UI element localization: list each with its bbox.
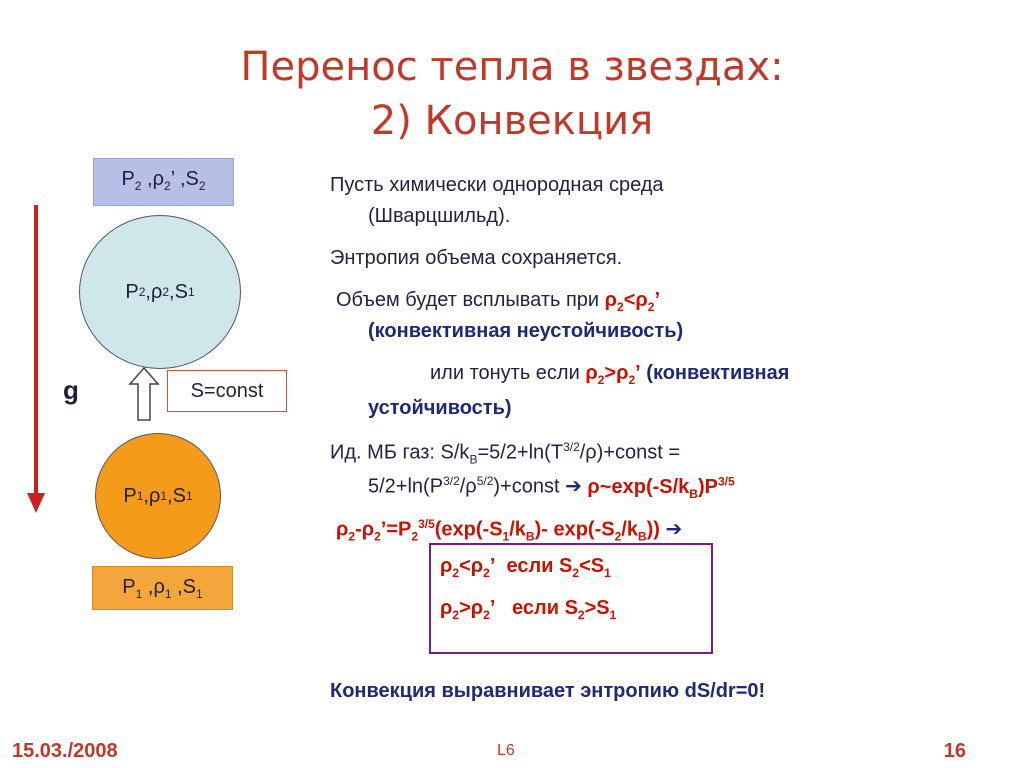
bottom-parcel-circle: P 1 , ρ 1 , S 1 <box>95 433 221 559</box>
footer-date: 15.03./2008 <box>12 740 118 762</box>
gravity-label: g <box>63 375 79 405</box>
text-ideal-gas-line1: Ид. МБ газ: $S/k_B=5/2+\ln(T^{3/2}/\rho)+const$ = <box>330 440 681 467</box>
text-entropy-conserved: Энтропия объема сохраняется. <box>330 247 623 269</box>
gravity-arrow <box>26 205 46 515</box>
s-const-label: S=const <box>167 370 287 412</box>
text-homogeneous-a: Пусть химически однородная среда <box>330 174 664 196</box>
bottom-state-box: $P_1$ $,\rho_1$ $,S_1$ <box>92 566 233 610</box>
condition-stable: $\rho_2>\rho_2$’ если $S_2>S_1$ <box>440 597 617 622</box>
text-conclusion: Конвекция выравнивает энтропию dS/dr=0! <box>330 680 766 702</box>
text-homogeneous-b: (Шварцшильд). <box>368 205 511 227</box>
slide-title-line2: 2) Конвекция <box>370 98 654 144</box>
page-number: 16 <box>943 740 966 762</box>
text-convective-stability: устойчивость) <box>368 397 512 419</box>
up-arrow-icon <box>128 366 160 422</box>
text-float-condition: Объем будет всплывать при $\rho_2<\rho_2$’ <box>336 289 661 314</box>
top-parcel-circle: P 2 , ρ 2 , S 1 <box>79 215 241 369</box>
text-density-difference: $\rho_2-\rho_2’=P_2^{3/5}(\exp(-S_1/k_B)-$ $\exp(-S_2/k_B)$) ➔ <box>336 517 683 544</box>
slide-title-line1: Перенос тепла в звездах: <box>240 44 784 90</box>
condition-unstable: $\rho_2<\rho_2$’ если $S_2<S_1$ <box>440 555 611 580</box>
text-convective-instability: (конвективная неустойчивость) <box>368 320 684 342</box>
text-ideal-gas-line2: $5/2+\ln(P^{3/2}/\rho^{5/2})+const$ ➔ $\rho\sim\exp(-S/k_B)P^{3/5}$ <box>368 474 735 501</box>
top-state-box: $P_2$ $,\rho_2$’ $,S_2$ <box>93 158 234 206</box>
footer-label: L6 <box>497 742 515 759</box>
text-sink-condition: или тонуть если $\rho_2>\rho_2$’ (конвективная <box>430 362 790 387</box>
